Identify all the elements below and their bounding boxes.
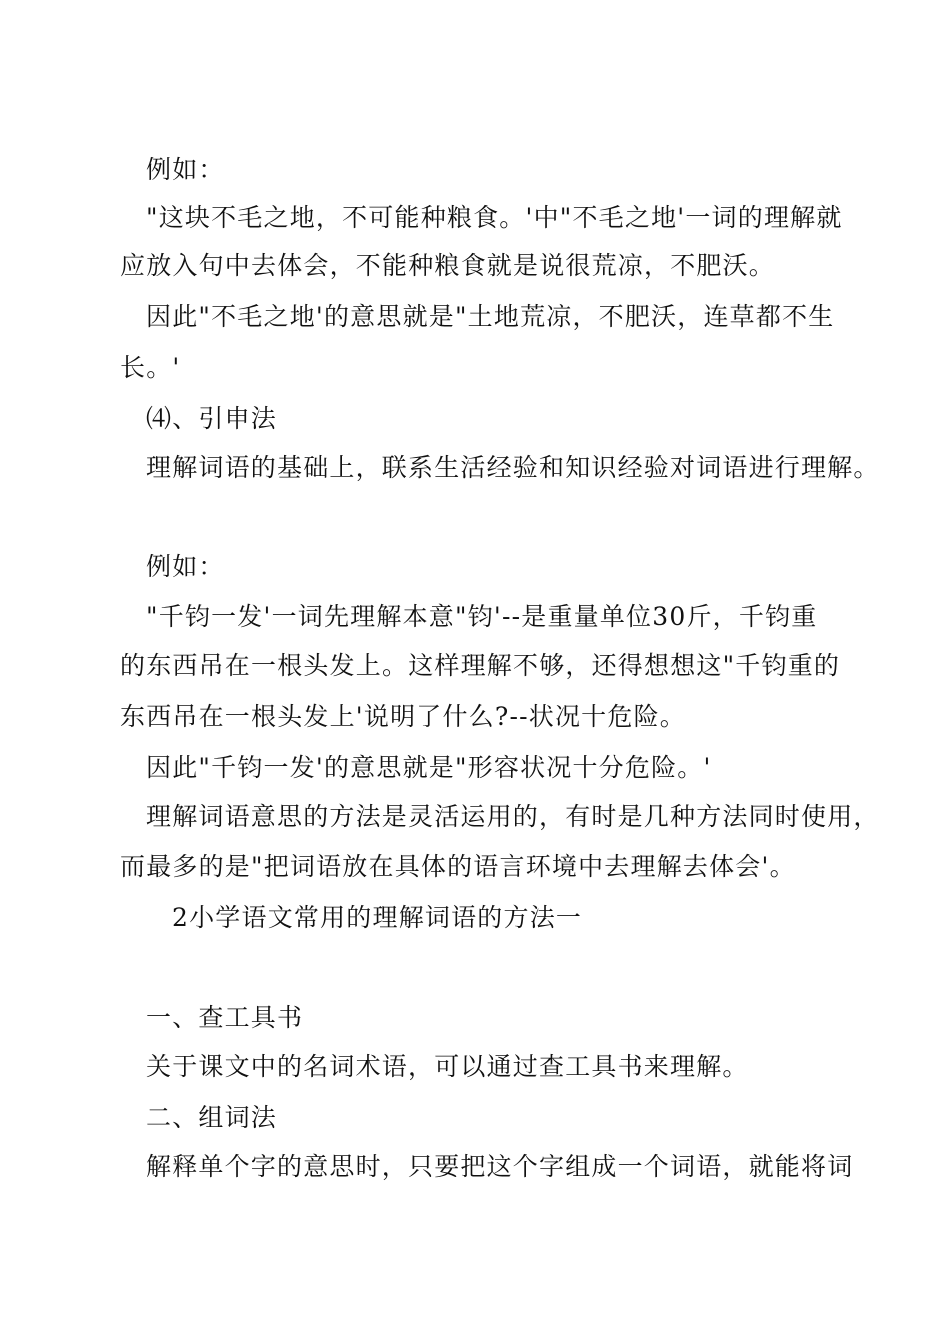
example-label-1: 例如： xyxy=(146,155,225,184)
paragraph-7: 关于课文中的名词术语，可以通过查工具书来理解。 xyxy=(146,1052,749,1081)
paragraph-2-line-2: 长。' xyxy=(120,353,181,382)
paragraph-6-line-2: 而最多的是"把词语放在具体的语言环境中去理解去体会'。 xyxy=(120,852,796,881)
paragraph-1-line-2: 应放入句中去体会，不能种粮食就是说很荒凉，不肥沃。 xyxy=(120,251,776,280)
section-heading-extension-method: ⑷、引申法 xyxy=(146,404,278,433)
example-label-2: 例如： xyxy=(146,552,225,581)
paragraph-5: 因此"千钧一发'的意思就是"形容状况十分危险。' xyxy=(146,753,712,782)
paragraph-6-line-1: 理解词语意思的方法是灵活运用的，有时是几种方法同时使用， xyxy=(146,802,880,831)
paragraph-4-line-1: "千钧一发'一词先理解本意"钧'--是重量单位30斤，千钧重 xyxy=(146,602,818,631)
paragraph-4-line-2: 的东西吊在一根头发上。这样理解不够，还得想想这"千钧重的 xyxy=(120,651,841,680)
article-title: 2小学语文常用的理解词语的方法一 xyxy=(172,903,583,932)
paragraph-3: 理解词语的基础上，联系生活经验和知识经验对词语进行理解。 xyxy=(146,453,880,482)
paragraph-1-line-1: "这块不毛之地，不可能种粮食。'中"不毛之地'一词的理解就 xyxy=(146,203,843,232)
section-heading-reference-books: 一、查工具书 xyxy=(146,1003,304,1032)
paragraph-2-line-1: 因此"不毛之地'的意思就是"土地荒凉，不肥沃，连草都不生 xyxy=(146,302,835,331)
section-heading-word-formation: 二、组词法 xyxy=(146,1103,278,1132)
paragraph-8: 解释单个字的意思时，只要把这个字组成一个词语，就能将词 xyxy=(146,1152,854,1181)
paragraph-4-line-3: 东西吊在一根头发上'说明了什么?--状况十危险。 xyxy=(120,702,686,731)
